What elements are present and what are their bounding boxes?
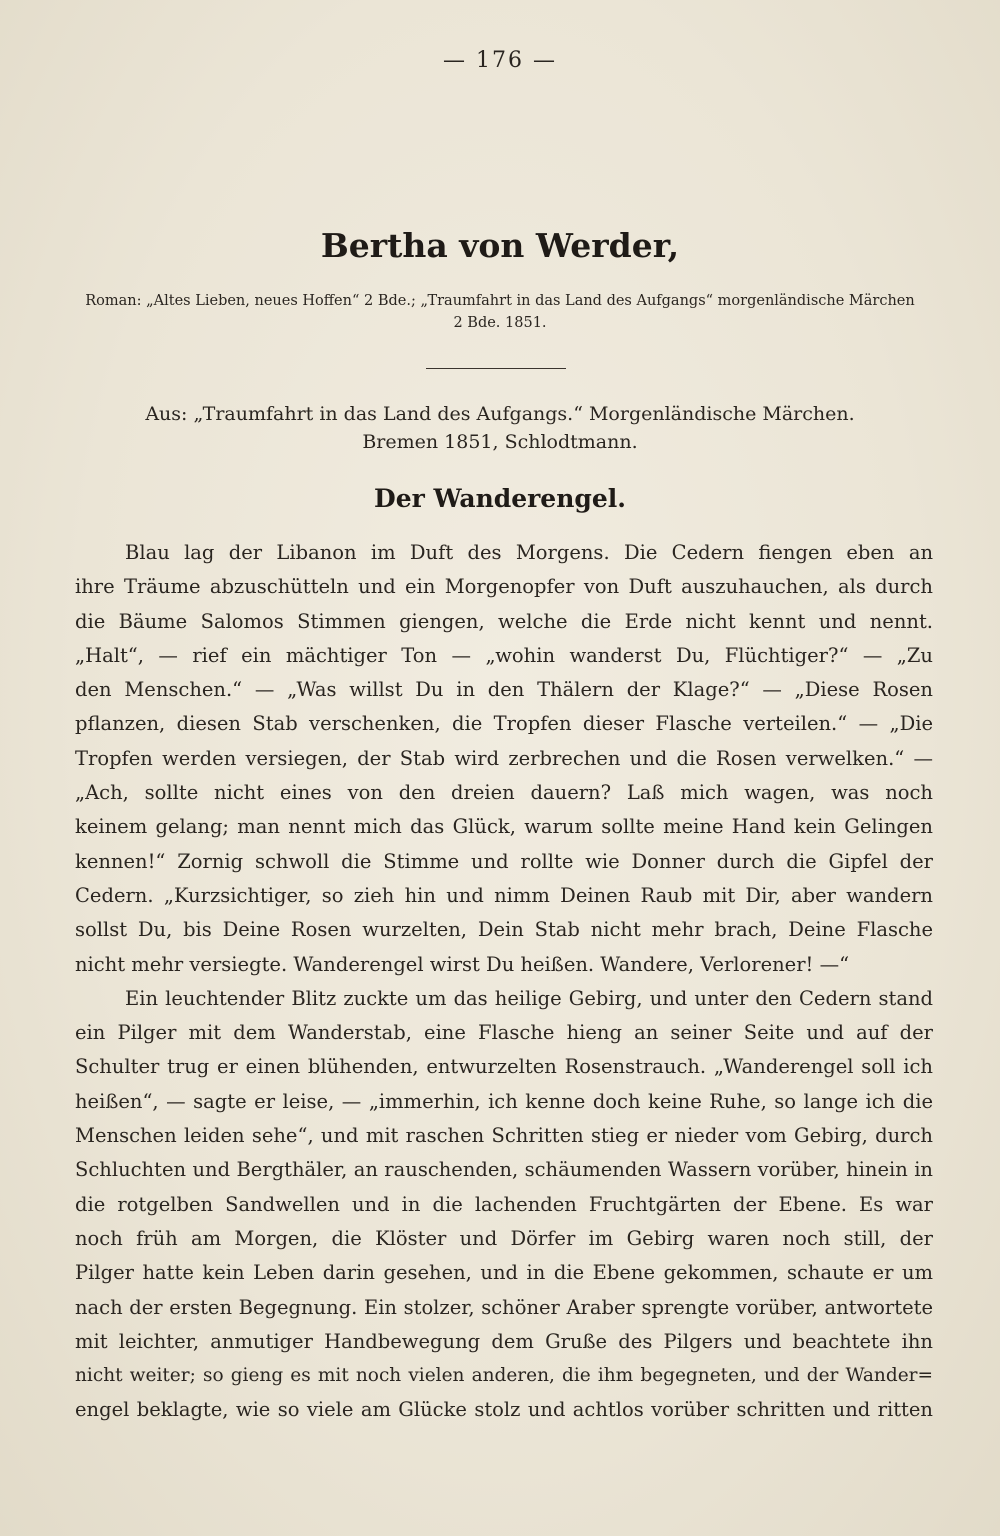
text-line: kennen!“ Zornig schwoll die Stimme und rollte wie Donner durch die Gipfel der xyxy=(75,849,933,873)
text-line: pflanzen, diesen Stab verschenken, die Tropfen dieser Flasche verteilen.“ — „Die xyxy=(75,712,933,736)
text-line: „Halt“, — rief ein mächtiger Ton — „wohin wanderst Du, Flüchtiger?“ — „Zu xyxy=(75,643,933,667)
text-line: die Bäume Salomos Stimmen giengen, welche die Erde nicht kennt und nennt. xyxy=(75,609,933,633)
text-line: Schulter trug er einen blühenden, entwurzelten Rosenstrauch. „Wanderengel soll ich xyxy=(75,1055,933,1079)
text-line: „Ach, sollte nicht eines von den dreien dauern? Laß mich wagen, was noch xyxy=(75,781,933,805)
text-line: sollst Du, bis Deine Rosen wurzelten, Dein Stab nicht mehr brach, Deine Flasche xyxy=(75,918,933,942)
works-note-line: 2 Bde. 1851. xyxy=(453,315,547,331)
text-line: Pilger hatte kein Leben darin gesehen, und in die Ebene gekommen, schaute er um xyxy=(75,1261,933,1285)
text-line: Blau lag der Libanon im Duft des Morgens. Die Cedern fiengen eben an xyxy=(125,541,933,564)
text-line: Tropfen werden versiegen, der Stab wird zerbrechen und die Rosen verwelken.“ — xyxy=(75,746,933,770)
story-body xyxy=(75,536,933,1428)
text-line: den Menschen.“ — „Was willst Du in den Thälern der Klage?“ — „Diese Rosen xyxy=(75,678,933,702)
text-line: nach der ersten Begegnung. Ein stolzer, schöner Araber sprengte vorüber, antwortete xyxy=(75,1295,933,1319)
text-line: Ein leuchtender Blitz zuckte um das heilige Gebirg, und unter den Cedern stand xyxy=(125,986,933,1010)
text-line: ein Pilger mit dem Wanderstab, eine Flasche hieng an seiner Seite und auf der xyxy=(75,1021,933,1045)
works-note-line: Roman: „Altes Lieben, neues Hoffen“ 2 Bde.; „Traumfahrt in das Land des Aufgangs“ morgenländische Märchen xyxy=(85,293,915,309)
text-line: nicht mehr versiegte. Wanderengel wirst Du heißen. Wandere, Verlorener! —“ xyxy=(75,952,850,976)
text-line: Menschen leiden sehe“, und mit raschen Schritten stieg er nieder vom Gebirg, durch xyxy=(75,1124,933,1148)
source-note-line: Bremen 1851, Schlodtmann. xyxy=(362,431,638,453)
source-note xyxy=(60,400,940,456)
author-heading: Bertha von Werder, xyxy=(320,226,680,265)
text-line: ihre Träume abzuschütteln und ein Morgenopfer von Duft auszuhauchen, als durch xyxy=(75,575,933,599)
text-line: keinem gelang; man nennt mich das Glück, warum sollte meine Hand kein Gelingen xyxy=(75,815,933,839)
text-line: Schluchten und Bergthäler, an rauschenden, schäumenden Wassern vorüber, hinein in xyxy=(75,1158,933,1182)
show-through-left xyxy=(60,110,65,146)
story-title: Der Wanderengel. xyxy=(374,484,626,513)
text-line: engel beklagte, wie so viele am Glücke stolz und achtlos vorüber schritten und ritten xyxy=(75,1398,933,1422)
text-line: noch früh am Morgen, die Klöster und Dörfer im Gebirg waren noch still, der xyxy=(75,1226,933,1250)
separator-rule xyxy=(426,368,566,369)
text-line: mit leichter, anmutiger Handbewegung dem Gruße des Pilgers und beachtete ihn xyxy=(75,1329,933,1353)
text-line: die rotgelben Sandwellen und in die lachenden Fruchtgärten der Ebene. Es war xyxy=(75,1192,933,1216)
text-line: nicht weiter; so gieng es mit noch vielen anderen, die ihm begegneten, und der Wander= xyxy=(75,1365,933,1387)
source-note-line: Aus: „Traumfahrt in das Land des Aufgangs.“ Morgenländische Märchen. xyxy=(145,403,855,425)
text-line: Cedern. „Kurzsichtiger, so zieh hin und nimm Deinen Raub mit Dir, aber wandern xyxy=(75,883,933,907)
text-line: heißen“, — sagte er leise, — „immerhin, ich kenne doch keine Ruhe, so lange ich die xyxy=(75,1089,933,1113)
page-number: — 176 — xyxy=(443,48,557,73)
works-note xyxy=(70,290,930,334)
